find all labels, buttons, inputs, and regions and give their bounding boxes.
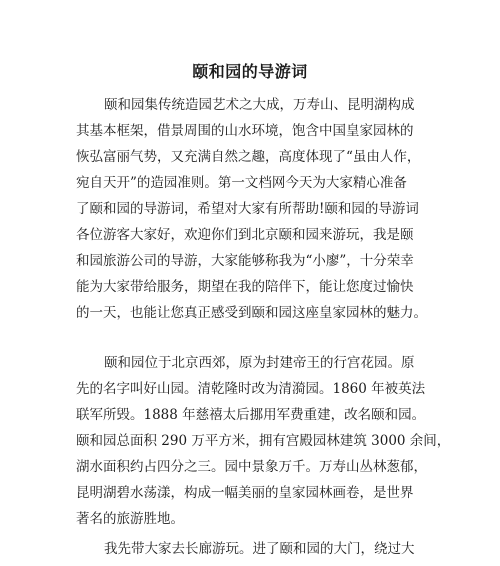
paragraph-line: 颐和园总面积 290 万平方米，拥有宫殿园林建筑 3000 余间， [76,433,451,449]
paragraph-line: 和园旅游公司的导游，大家能够称我为“小廖”，十分荣幸 [76,253,414,269]
document-title: 颐和园的导游词 [192,62,308,81]
paragraph-line: 的一天，也能让您真正感受到颐和园这座皇家园林的魅力。 [76,305,427,321]
paragraph-line: 其基本框架，借景周围的山水环境，饱含中国皇家园林的 [76,123,414,139]
paragraph-line: 各位游客大家好，欢迎你们到北京颐和园来游玩，我是颐 [76,227,414,243]
paragraph-line: 能为大家带给服务，期望在我的陪伴下，能让您度过愉快 [76,279,414,295]
paragraph-line: 湖水面积约占四分之三。园中景象万千。万寿山丛林葱郁， [76,459,427,475]
paragraph-line: 颐和园集传统造园艺术之大成，万寿山、昆明湖构成 [104,97,415,113]
paragraph-line: 颐和园位于北京西郊，原为封建帝王的行宫花园。原 [104,355,415,371]
paragraph-line: 联军所毁。1888 年慈禧太后挪用军费重建，改名颐和园。 [76,407,426,423]
paragraph-line: 了颐和园的导游词，希望对大家有所帮助!颐和园的导游词 [76,201,419,217]
paragraph-line: 先的名字叫好山园。清乾隆时改为清漪园。1860 年被英法 [76,381,426,397]
paragraph-line: 昆明湖碧水荡漾，构成一幅美丽的皇家园林画卷，是世界 [76,485,414,501]
paragraph-line: 宛自天开”的造园准则。第一文档网今天为大家精心准备 [76,175,407,191]
paragraph-line: 恢弘富丽气势，又充满自然之趣，高度体现了“虽由人作， [76,149,421,165]
paragraph-line: 著名的旅游胜地。 [76,511,184,527]
paragraph-line: 我先带大家去长廊游玩。进了颐和园的大门，绕过大 [104,541,415,557]
